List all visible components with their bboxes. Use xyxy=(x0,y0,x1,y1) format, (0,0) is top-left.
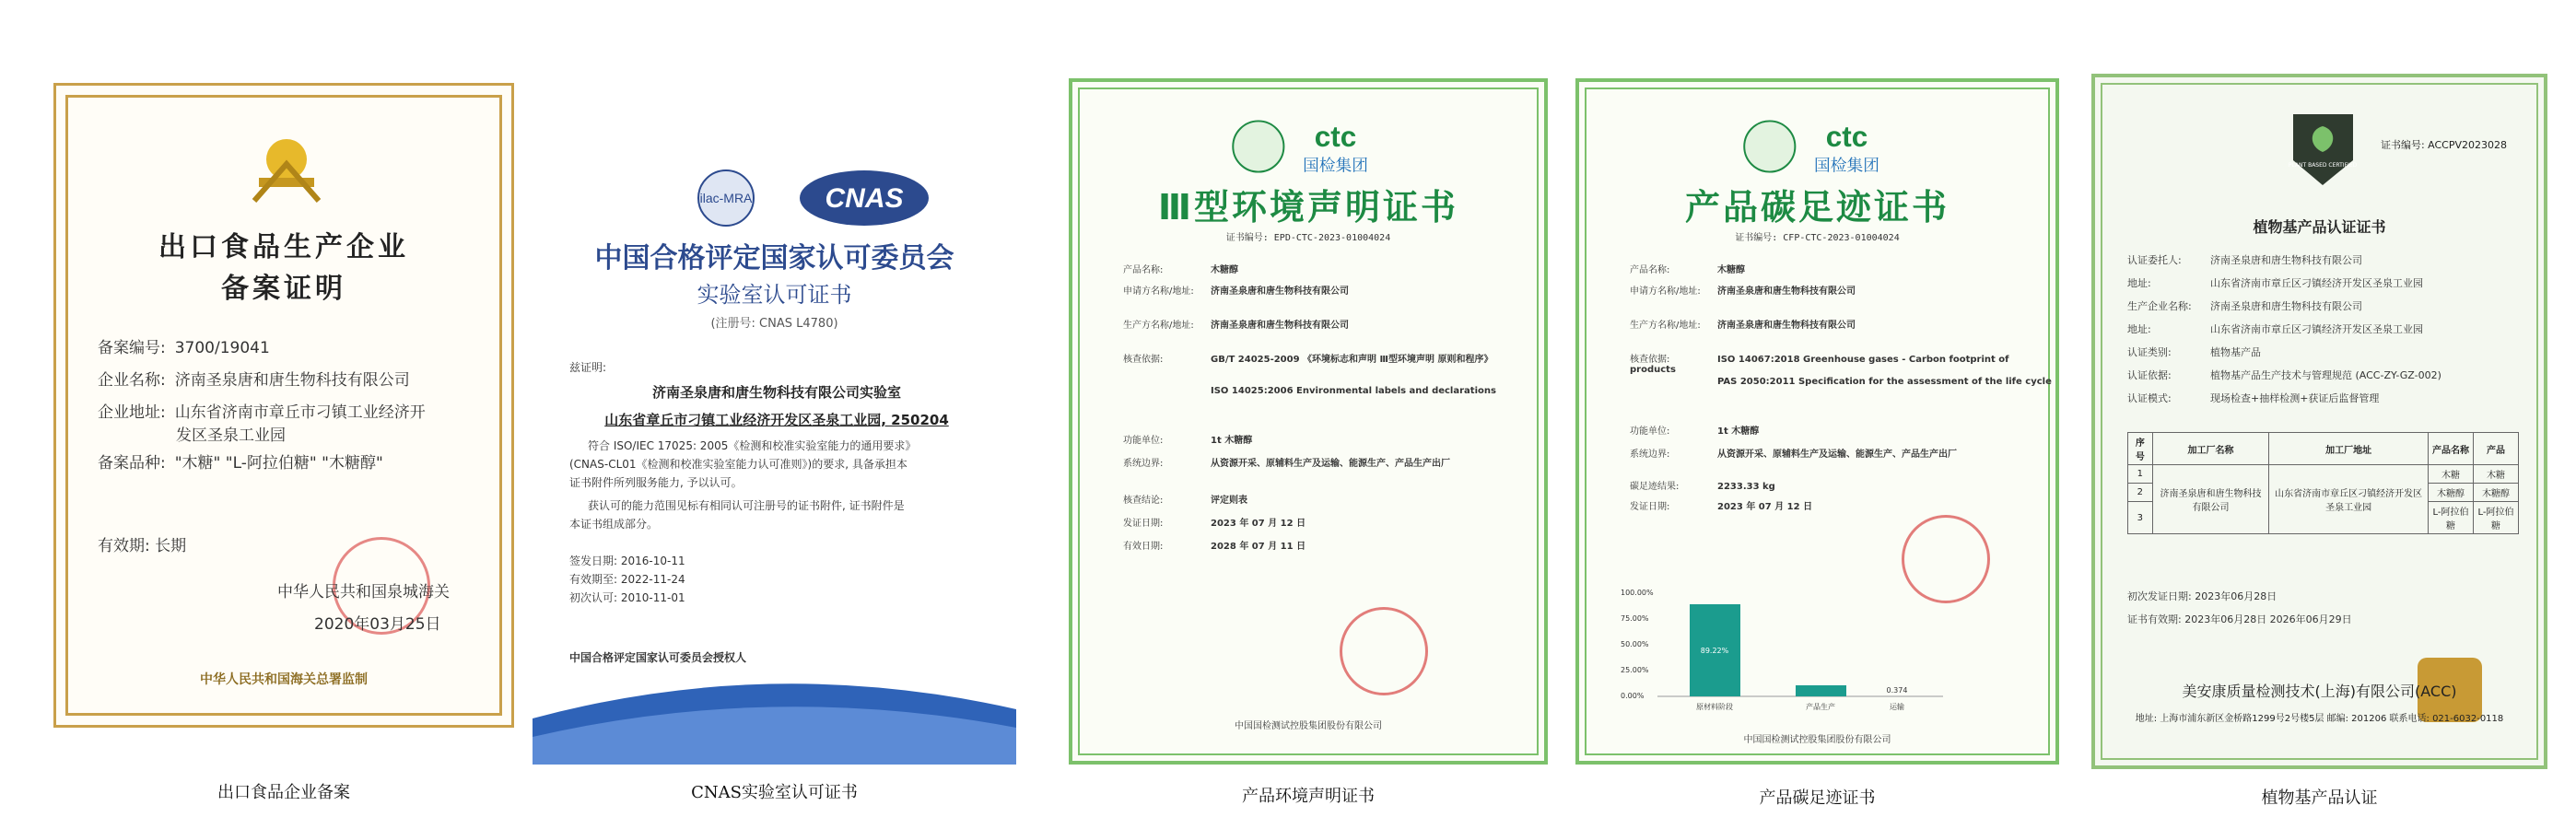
cert1-issuer: 中华人民共和国泉城海关 xyxy=(277,583,450,601)
plant-based-certificate xyxy=(2091,74,2547,769)
chart-tick: 50.00% xyxy=(1621,640,1649,648)
cnas-certificate xyxy=(533,147,1016,765)
cert5-issue: 初次发证日期: 2023年06月28日 xyxy=(2127,590,2277,602)
cert4-number: 证书编号: CFP-CTC-2023-01004024 xyxy=(1735,233,1900,243)
cert4-row: 功能单位: 1t 木糖醇 xyxy=(1630,426,1760,437)
cert5-valid: 证书有效期: 2023年06月28日 2026年06月29日 xyxy=(2127,613,2352,625)
cert2-subtitle: 实验室认可证书 xyxy=(697,282,852,308)
cert3-row: 有效日期: 2028 年 07 月 11 日 xyxy=(1123,542,1306,552)
table-header: 产品名称 xyxy=(2428,433,2473,465)
cert3-row: 生产方名称/地址: 济南圣泉唐和唐生物科技有限公司 xyxy=(1123,321,1349,331)
ctc-logos xyxy=(1072,114,1544,179)
cert3-number: 证书编号: EPD-CTC-2023-01004024 xyxy=(1225,233,1391,243)
cert5-organization: 美安康质量检测技术(上海)有限公司(ACC) xyxy=(2182,683,2457,700)
cert3-row: 申请方名称/地址: 济南圣泉唐和唐生物科技有限公司 xyxy=(1123,286,1349,297)
ctc-logos xyxy=(1579,114,2055,179)
cert2-body: 符合 ISO/IEC 17025: 2005《检测和校准实验室能力的通用要求》 xyxy=(588,439,917,452)
group-name: 国检集团 xyxy=(1814,157,1879,176)
table-header: 序号 xyxy=(2128,433,2153,465)
cert3-title: Ⅲ型环境声明证书 xyxy=(1158,187,1458,228)
cert2-label: 兹证明: xyxy=(569,361,607,374)
chart-bar xyxy=(1796,685,1846,696)
table-row: 2 木糖醇 木糖醇 xyxy=(2128,484,2519,502)
cert1-row: 备案品种: "木糖" "L-阿拉伯糖" "木糖醇" xyxy=(98,454,383,473)
table-header: 加工厂名称 xyxy=(2152,433,2269,465)
cert1-row: 备案编号: 3700/19041 xyxy=(98,339,270,357)
chart-value: 0.374 xyxy=(1886,686,1908,695)
chart-value: 89.22% xyxy=(1700,647,1729,655)
chart-label: 运输 xyxy=(1890,703,1904,711)
table-row: 1 济南圣泉唐和唐生物科技有限公司 山东省济南市章丘区刁镇经济开发区圣泉工业园 木糖 木糖 xyxy=(2128,465,2519,484)
carbon-footprint-certificate xyxy=(1575,78,2059,765)
cert2-lab-address: 山东省章丘市刁镇工业经济开发区圣泉工业园, 250204 xyxy=(604,412,949,428)
cert4-row: 发证日期: 2023 年 07 月 12 日 xyxy=(1630,502,1813,512)
cert2-number: (注册号: CNAS L4780) xyxy=(710,317,838,331)
ilac-logo-text: ilac-MRA xyxy=(699,191,753,205)
cert2-authority: 中国合格评定国家认可委员会授权人 xyxy=(569,651,747,664)
table-header: 加工厂地址 xyxy=(2269,433,2429,465)
export-food-certificate xyxy=(53,83,514,728)
chart-label: 产品生产 xyxy=(1806,703,1835,711)
carbon-chart xyxy=(1621,584,1952,722)
cert3-row: ISO 14025:2006 Environmental labels and declarations xyxy=(1211,386,1496,396)
cert5-row: 认证类别: 植物基产品 xyxy=(2127,346,2261,358)
cert1-row: 企业地址: 山东省济南市章丘市刁镇工业经济开 xyxy=(98,403,426,422)
caption-2: CNAS实验室认可证书 xyxy=(691,783,858,802)
epd-certificate xyxy=(1069,78,1548,765)
cert2-body: 证书附件所列服务能力, 予以认可。 xyxy=(569,476,743,489)
red-seal-icon xyxy=(1340,607,1428,695)
blue-wave-decoration xyxy=(533,663,1016,765)
cnas-logo-text: CNAS xyxy=(825,183,904,214)
group-name: 国检集团 xyxy=(1303,157,1368,176)
cert2-first-date: 初次认可: 2010-11-01 xyxy=(569,591,685,604)
cert4-row: 核查依据: ISO 14067:2018 Greenhouse gases - Carbon footprint of products xyxy=(1630,355,2009,375)
cert5-row: 认证委托人: 济南圣泉唐和唐生物科技有限公司 xyxy=(2127,254,2362,266)
cert4-row: 系统边界: 从资源开采、原辅料生产及运输、能源生产、产品生产出厂 xyxy=(1630,450,1957,460)
cert1-row: 企业名称: 济南圣泉唐和唐生物科技有限公司 xyxy=(98,371,410,390)
cert2-body: 获认可的能力范围见标有相同认可注册号的证书附件, 证书附件是 xyxy=(588,499,905,512)
cert5-number: 证书编号: ACCPV2023028 xyxy=(2380,139,2507,151)
customs-emblem-icon xyxy=(240,127,333,210)
cert3-row: 系统边界: 从资源开采、原辅料生产及运输、能源生产、产品生产出厂 xyxy=(1123,459,1450,469)
chart-tick: 0.00% xyxy=(1621,692,1645,700)
cert5-title: 植物基产品认证证书 xyxy=(2253,218,2386,236)
cert1-title-line1: 出口食品生产企业 xyxy=(158,231,409,263)
cert3-row: 功能单位: 1t 木糖醇 xyxy=(1123,436,1253,446)
cert3-row: 产品名称: 木糖醇 xyxy=(1123,265,1238,275)
cert3-row: 核查依据: GB/T 24025-2009 《环境标志和声明 Ⅲ型环境声明 原则和程序》 xyxy=(1123,355,1493,365)
ctc-logo-text: ctc xyxy=(1314,120,1357,153)
product-table xyxy=(2127,432,2519,534)
cert2-issue-date: 签发日期: 2016-10-11 xyxy=(569,555,685,567)
cert5-row: 认证模式: 现场检查+抽样检测+获证后监督管理 xyxy=(2127,392,2380,404)
cert5-address: 地址: 上海市浦东新区金桥路1299号2号楼5层 邮编: 201206 联系电话: 021-6032-0118 xyxy=(2135,714,2504,724)
cnas-logos xyxy=(680,166,938,230)
cert2-title: 中国合格评定国家认可委员会 xyxy=(594,242,954,274)
plant-based-badge-icon xyxy=(2289,110,2358,188)
chart-tick: 75.00% xyxy=(1621,614,1649,623)
cert2-body: (CNAS-CL01《检测和校准实验室能力认可准则》)的要求, 具备承担本 xyxy=(569,458,907,471)
cert2-body: 本证书组成部分。 xyxy=(569,518,659,531)
cert1-row: 发区圣泉工业园 xyxy=(176,426,286,445)
cert4-row: 碳足迹结果: 2233.33 kg xyxy=(1630,482,1775,492)
badge-text: PLANT BASED CERTIFIED xyxy=(2289,162,2358,169)
cert4-row: 产品名称: 木糖醇 xyxy=(1630,265,1745,275)
cert4-row: 申请方名称/地址: 济南圣泉唐和唐生物科技有限公司 xyxy=(1630,286,1856,297)
cert3-row: 发证日期: 2023 年 07 月 12 日 xyxy=(1123,519,1306,529)
table-row: 3 L-阿拉伯糖 L-阿拉伯糖 xyxy=(2128,502,2519,534)
chart-tick: 100.00% xyxy=(1621,589,1654,597)
chart-label: 原材料阶段 xyxy=(1696,703,1733,711)
ctc-logo-text: ctc xyxy=(1825,120,1868,153)
table-header: 产品 xyxy=(2473,433,2518,465)
cert1-validity: 有效期: 长期 xyxy=(98,537,187,555)
cert5-row: 认证依据: 植物基产品生产技术与管理规范 (ACC-ZY-GZ-002) xyxy=(2127,369,2441,381)
cert1-title-line2: 备案证明 xyxy=(221,273,346,305)
caption-4: 产品碳足迹证书 xyxy=(1759,788,1876,808)
caption-5: 植物基产品认证 xyxy=(2261,788,2378,808)
cert1-date: 2020年03月25日 xyxy=(314,615,441,634)
cert4-issuer: 中国国检测试控股集团股份有限公司 xyxy=(1743,735,1891,745)
cert2-lab-name: 济南圣泉唐和唐生物科技有限公司实验室 xyxy=(651,384,901,401)
cert3-row: 核查结论: 评定则表 xyxy=(1123,496,1247,506)
cert1-footer: 中华人民共和国海关总署监制 xyxy=(200,672,368,687)
cert3-issuer: 中国国检测试控股集团股份有限公司 xyxy=(1235,721,1382,731)
caption-3: 产品环境声明证书 xyxy=(1242,787,1375,806)
cert2-expire-date: 有效期至: 2022-11-24 xyxy=(569,573,685,586)
chart-tick: 25.00% xyxy=(1621,666,1649,674)
cert5-row: 生产企业名称: 济南圣泉唐和唐生物科技有限公司 xyxy=(2127,300,2362,312)
cert4-title: 产品碳足迹证书 xyxy=(1684,187,1950,228)
caption-1: 出口食品企业备案 xyxy=(217,783,350,802)
cert4-row: PAS 2050:2011 Specification for the assessment of the life cycle xyxy=(1717,377,2052,387)
cert5-row: 地址: 山东省济南市章丘区刁镇经济开发区圣泉工业园 xyxy=(2127,323,2423,335)
cert4-row: 生产方名称/地址: 济南圣泉唐和唐生物科技有限公司 xyxy=(1630,321,1856,331)
cert5-row: 地址: 山东省济南市章丘区刁镇经济开发区圣泉工业园 xyxy=(2127,277,2423,289)
